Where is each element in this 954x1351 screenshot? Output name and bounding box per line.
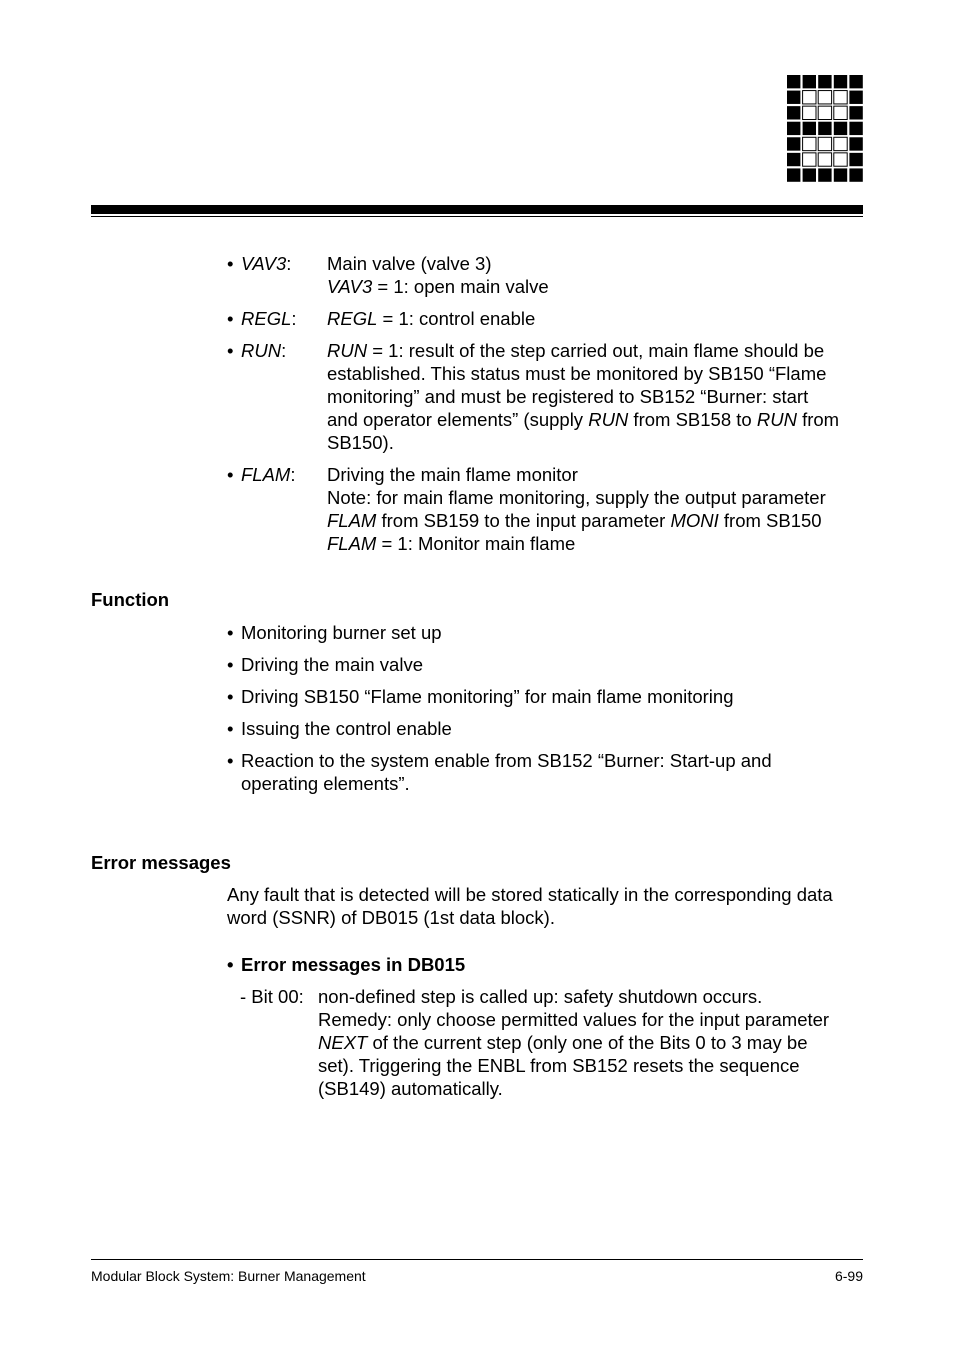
logo-cell — [834, 75, 847, 88]
bit-label: - Bit 00: — [240, 986, 304, 1007]
function-item-line: Reaction to the system enable from SB152 “Burner: Start-up and — [241, 750, 772, 771]
error-intro-line: word (SSNR) of DB015 (1st data block). — [227, 907, 555, 928]
param-term — [241, 339, 286, 362]
logo-cell — [818, 137, 831, 150]
logo-cell — [803, 91, 816, 104]
param-term-colon: : — [286, 253, 292, 274]
text-segment: NEXT — [318, 1032, 368, 1053]
param-description — [327, 307, 867, 330]
bit-description-line — [318, 1031, 863, 1054]
function-item-line: Driving the main valve — [241, 654, 423, 675]
footer-rule — [91, 1259, 863, 1260]
text-segment: Driving the main flame monitor — [327, 464, 578, 485]
logo-cell — [834, 91, 847, 104]
header-rule-thick — [91, 205, 863, 214]
text-segment: = 1: result of the step carried out, main flame should be — [367, 340, 825, 361]
text-segment: FLAM — [327, 533, 377, 554]
logo-cell — [803, 106, 816, 119]
text-segment: REGL — [327, 308, 378, 329]
text-segment: Main valve (valve 3) — [327, 253, 492, 274]
logo-cell — [787, 168, 800, 181]
text-segment: established. This status must be monitored by SB150 “Flame — [327, 363, 827, 384]
param-description-line — [327, 252, 867, 275]
logo-cell — [787, 153, 800, 166]
subheading-bullet: • — [227, 954, 234, 975]
param-term-colon: : — [291, 308, 297, 329]
function-item-line: Monitoring burner set up — [241, 622, 442, 643]
text-segment: = 1: control enable — [377, 308, 536, 329]
logo-cell — [849, 168, 862, 181]
param-description-line — [327, 509, 867, 532]
logo-cell — [849, 106, 862, 119]
logo-cell — [834, 122, 847, 135]
text-segment: VAV3 — [327, 276, 373, 297]
logo-cell — [849, 137, 862, 150]
logo-cell — [787, 106, 800, 119]
param-term — [241, 252, 291, 275]
footer-title: Modular Block System: Burner Management — [91, 1268, 366, 1284]
function-bullet: • — [227, 622, 234, 643]
logo-cell — [803, 122, 816, 135]
param-description-line — [327, 431, 867, 454]
logo-cell — [834, 153, 847, 166]
logo-cell — [787, 122, 800, 135]
param-term — [241, 307, 297, 330]
logo-cell — [803, 75, 816, 88]
bit-description-line — [318, 1008, 863, 1031]
param-description-line — [327, 463, 867, 486]
logo-cell — [818, 91, 831, 104]
logo-cell — [818, 122, 831, 135]
page-number: 6-99 — [834, 1268, 863, 1284]
text-segment: from SB150 — [718, 510, 822, 531]
header-rule-thin — [91, 216, 863, 217]
param-description — [327, 339, 867, 454]
logo-cell — [849, 75, 862, 88]
logo-cell — [849, 153, 862, 166]
function-bullet: • — [227, 686, 234, 707]
param-description-line — [327, 362, 867, 385]
text-segment: from SB159 to the input parameter — [376, 510, 671, 531]
logo-cell — [834, 106, 847, 119]
param-term-colon: : — [281, 340, 287, 361]
logo-cell — [803, 168, 816, 181]
text-segment: RUN — [327, 340, 368, 361]
param-term-name: FLAM — [241, 464, 291, 485]
text-segment: = 1: open main valve — [372, 276, 549, 297]
param-term-name: RUN — [241, 340, 282, 361]
company-logo-grid — [786, 74, 864, 183]
text-segment: RUN — [588, 409, 629, 430]
logo-svg — [786, 74, 864, 183]
logo-cell — [818, 168, 831, 181]
function-item-line: Issuing the control enable — [241, 718, 452, 739]
error-intro-line: Any fault that is detected will be stored statically in the corresponding data — [227, 884, 833, 905]
param-description-line — [327, 339, 867, 362]
text-segment: SB150). — [327, 432, 394, 453]
logo-cell — [818, 153, 831, 166]
logo-cell — [818, 106, 831, 119]
text-segment: MONI — [670, 510, 719, 531]
function-bullet: • — [227, 654, 234, 675]
function-item-line: Driving SB150 “Flame monitoring” for main flame monitoring — [241, 686, 734, 707]
logo-cell — [787, 91, 800, 104]
error-messages-heading: Error messages — [91, 852, 231, 873]
function-item — [241, 621, 442, 644]
function-bullet: • — [227, 718, 234, 739]
function-item — [241, 685, 734, 708]
logo-cell — [787, 137, 800, 150]
text-segment: from SB158 to — [628, 409, 757, 430]
text-segment: (SB149) automatically. — [318, 1078, 503, 1099]
logo-cell — [849, 122, 862, 135]
param-term-name: REGL — [241, 308, 292, 329]
param-description-line — [327, 307, 867, 330]
param-description-line — [327, 532, 867, 555]
param-bullet: • — [227, 340, 234, 361]
function-item — [241, 717, 452, 740]
bit-description-line — [318, 985, 863, 1008]
param-bullet: • — [227, 464, 234, 485]
bit-description-line — [318, 1054, 863, 1077]
param-term-colon: : — [290, 464, 296, 485]
logo-cell — [787, 75, 800, 88]
text-segment: = 1: Monitor main flame — [376, 533, 576, 554]
text-segment: Remedy: only choose permitted values for the input parameter — [318, 1009, 830, 1030]
text-segment: of the current step (only one of the Bits 0 to 3 may be — [367, 1032, 808, 1053]
function-item — [241, 749, 772, 795]
param-description-line — [327, 486, 867, 509]
param-description — [327, 252, 867, 298]
text-segment: and operator elements” (supply — [327, 409, 589, 430]
text-segment: non-defined step is called up: safety shutdown occurs. — [318, 986, 763, 1007]
param-bullet: • — [227, 253, 234, 274]
logo-cell — [803, 137, 816, 150]
logo-cell — [834, 137, 847, 150]
logo-cell — [803, 153, 816, 166]
param-description-line — [327, 385, 867, 408]
function-item — [241, 653, 423, 676]
text-segment: RUN — [756, 409, 797, 430]
function-item-line: operating elements”. — [241, 773, 410, 794]
param-description-line — [327, 275, 867, 298]
text-segment: monitoring” and must be registered to SB152 “Burner: start — [327, 386, 809, 407]
param-description-line — [327, 408, 867, 431]
text-segment: set). Triggering the ENBL from SB152 resets the sequence — [318, 1055, 800, 1076]
param-bullet: • — [227, 308, 234, 329]
function-heading: Function — [91, 589, 170, 610]
function-bullet: • — [227, 750, 234, 771]
bit-description — [318, 985, 863, 1100]
logo-cell — [818, 75, 831, 88]
text-segment: Note: for main flame monitoring, supply the output parameter — [327, 487, 826, 508]
text-segment: FLAM — [327, 510, 377, 531]
param-term — [241, 463, 295, 486]
db015-subheading: Error messages in DB015 — [241, 954, 466, 975]
param-description — [327, 463, 867, 555]
logo-cell — [849, 91, 862, 104]
logo-cell — [834, 168, 847, 181]
text-segment: from — [796, 409, 840, 430]
param-term-name: VAV3 — [241, 253, 287, 274]
bit-description-line — [318, 1077, 863, 1100]
error-intro-paragraph — [227, 883, 867, 929]
